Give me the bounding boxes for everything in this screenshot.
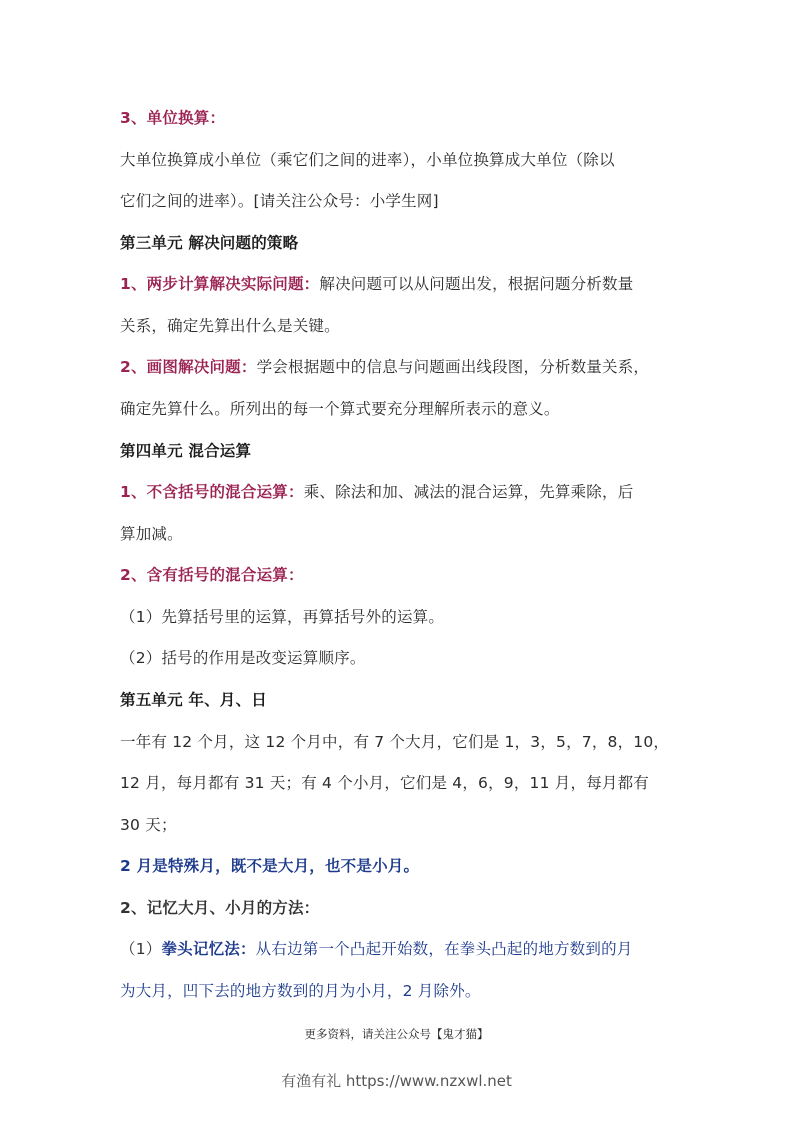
item-label: 拳头记忆法： [161,940,256,958]
list-item: （1）先算括号里的运算，再算括号外的运算。 [120,608,445,626]
paragraph-line: 算加减。 [120,525,183,543]
unit5-item2-label: 2、记忆大月、小月的方法： [120,899,320,917]
item-text: 解决问题可以从问题出发，根据问题分析数量 [319,275,634,293]
item-text: 从右边第一个凸起开始数，在拳头凸起的地方数到的月 [255,940,633,958]
paragraph-line: 确定先算什么。所列出的每一个算式要充分理解所表示的意义。 [120,400,560,418]
unit3-item1-line1 [120,274,633,294]
unit4-item2-label: 2、含有括号的混合运算： [120,566,304,584]
paragraph-line: 关系，确定先算出什么是关键。 [120,317,340,335]
item-label: 1、不含括号的混合运算： [120,483,304,501]
watermark-link: 有渔有礼 https://www.nzxwl.net [281,1072,512,1090]
unit4-item1-line1 [120,482,633,502]
item-text: 学会根据题中的信息与问题画出线段图，分析数量关系， [256,358,650,376]
unit-title-5: 第五单元 年、月、日 [120,691,267,709]
paragraph-line: 大单位换算成小单位（乘它们之间的进率），小单位换算成大单位（除以 [120,151,615,169]
paragraph-line: 它们之间的进率）。[请关注公众号：小学生网] [120,192,439,210]
paragraph-line: 为大月，凹下去的地方数到的月为小月，2 月除外。 [120,982,481,1000]
section-heading-unit-conversion: 3、单位换算： [120,109,226,127]
unit-title-4: 第四单元 混合运算 [120,442,252,460]
unit-title-3: 第三单元 解决问题的策略 [120,234,299,252]
item-label: 2、画图解决问题： [120,358,257,376]
paragraph-line: 12 月，每月都有 31 天；有 4 个小月，它们是 4，6，9，11 月，每月都有 [120,774,650,792]
paragraph-line: 一年有 12 个月，这 12 个月中，有 7 个大月，它们是 1，3，5，7，8，10， [120,733,670,751]
item-label: 1、两步计算解决实际问题： [120,275,320,293]
list-prefix: （1） [120,940,162,958]
unit3-item2-line1 [120,357,649,377]
footer-note: 更多资料，请关注公众号【鬼才猫】 [304,1027,489,1041]
paragraph-line: 30 天； [120,816,177,834]
item-text: 乘、除法和加、减法的混合运算，先算乘除，后 [303,483,634,501]
list-item: （2）括号的作用是改变运算顺序。 [120,649,366,667]
february-note: 2 月是特殊月，既不是大月，也不是小月。 [120,857,420,875]
unit5-item2-sub1-line1 [120,939,632,959]
